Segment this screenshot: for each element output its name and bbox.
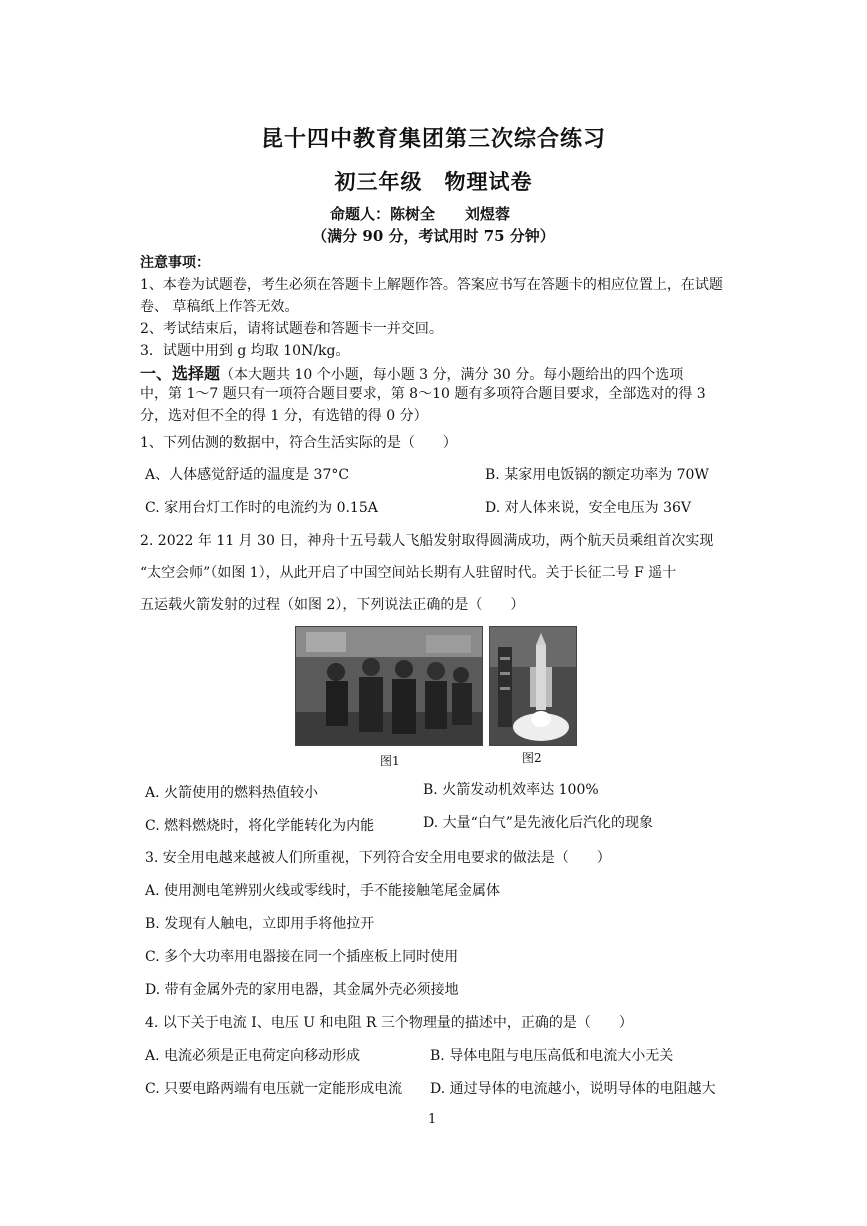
q4-option-b: B. 导体电阻与电压高低和电流大小无关	[430, 1048, 674, 1064]
note-2: 2、考试结束后，请将试题卷和答题卡一并交回。	[140, 321, 443, 337]
q1-stem: 1、下列估测的数据中，符合生活实际的是（ ）	[140, 435, 457, 451]
q1-option-d: D. 对人体来说，安全电压为 36V	[485, 500, 692, 516]
page-number: 1	[428, 1112, 437, 1127]
q2-option-b: B. 火箭发动机效率达 100%	[423, 782, 599, 798]
exam-title: 昆十四中教育集团第三次综合练习	[260, 126, 606, 152]
author-2: 刘煜蓉	[465, 205, 511, 223]
section-1-title: 一、选择题	[140, 364, 221, 383]
score-info: （满分 90 分，考试用时 75 分钟）	[312, 227, 555, 245]
rocket-launch-photo-icon	[490, 627, 576, 745]
figure-2-rocket	[489, 626, 577, 746]
section-1-desc-3: 分，选对但不全的得 1 分，有选错的得 0 分）	[140, 408, 428, 424]
note-3: 3．试题中用到 g 均取 10N/kg。	[140, 343, 350, 359]
q2-stem-2: “太空会师”（如图 1），从此开启了中国空间站长期有人驻留时代。关于长征二号 F 遥十	[140, 565, 677, 581]
q2-option-a: A. 火箭使用的燃料热值较小	[145, 785, 319, 801]
exam-subtitle: 初三年级 物理试卷	[334, 169, 533, 194]
figure-1-caption: 图1	[380, 754, 400, 768]
section-1-desc-1: （本大题共 10 个小题，每小题 3 分，满分 30 分。每小题给出的四个选项	[220, 367, 684, 383]
q3-option-c: C. 多个大功率用电器接在同一个插座板上同时使用	[145, 949, 459, 965]
astronauts-photo-icon	[296, 627, 482, 745]
q3-option-d: D. 带有金属外壳的家用电器，其金属外壳必须接地	[145, 982, 459, 998]
section-1-header	[140, 361, 683, 384]
q3-stem: 3. 安全用电越来越被人们所重视，下列符合安全用电要求的做法是（ ）	[145, 850, 611, 866]
authors-line	[330, 203, 510, 224]
figure-1-astronauts	[295, 626, 483, 746]
q2-option-d: D. 大量“白气”是先液化后汽化的现象	[423, 815, 653, 831]
note-1a: 1、本卷为试题卷，考生必须在答题卡上解题作答。答案应书写在答题卡的相应位置上，在试题	[140, 277, 723, 293]
q3-option-b: B. 发现有人触电，立即用手将他拉开	[145, 916, 375, 932]
notes-heading: 注意事项：	[140, 255, 210, 271]
q2-stem-1: 2. 2022 年 11 月 30 日，神舟十五号载人飞船发射取得圆满成功，两个航天员乘组首次实现	[140, 533, 714, 549]
q4-stem: 4. 以下关于电流 I、电压 U 和电阻 R 三个物理量的描述中，正确的是（ ）	[145, 1015, 633, 1031]
author-label: 命题人：陈树全	[330, 205, 436, 223]
q4-option-c: C. 只要电路两端有电压就一定能形成电流	[145, 1081, 403, 1097]
q4-option-d: D. 通过导体的电流越小，说明导体的电阻越大	[430, 1081, 716, 1097]
q2-option-c: C. 燃料燃烧时，将化学能转化为内能	[145, 818, 375, 834]
q4-option-a: A. 电流必须是正电荷定向移动形成	[145, 1048, 361, 1064]
q2-stem-3: 五运载火箭发射的过程（如图 2），下列说法正确的是（ ）	[140, 597, 525, 613]
figure-2-caption: 图2	[522, 751, 542, 765]
q1-option-a: A、人体感觉舒适的温度是 37°C	[145, 467, 350, 483]
q1-option-b: B. 某家用电饭锅的额定功率为 70W	[485, 467, 709, 483]
note-1b: 卷、 草稿纸上作答无效。	[140, 299, 299, 315]
q3-option-a: A. 使用测电笔辨别火线或零线时，手不能接触笔尾金属体	[145, 883, 501, 899]
section-1-desc-2: 中，第 1～7 题只有一项符合题目要求，第 8～10 题有多项符合题目要求，全部选对的得 3	[140, 386, 706, 402]
q1-option-c: C. 家用台灯工作时的电流约为 0.15A	[145, 500, 378, 516]
